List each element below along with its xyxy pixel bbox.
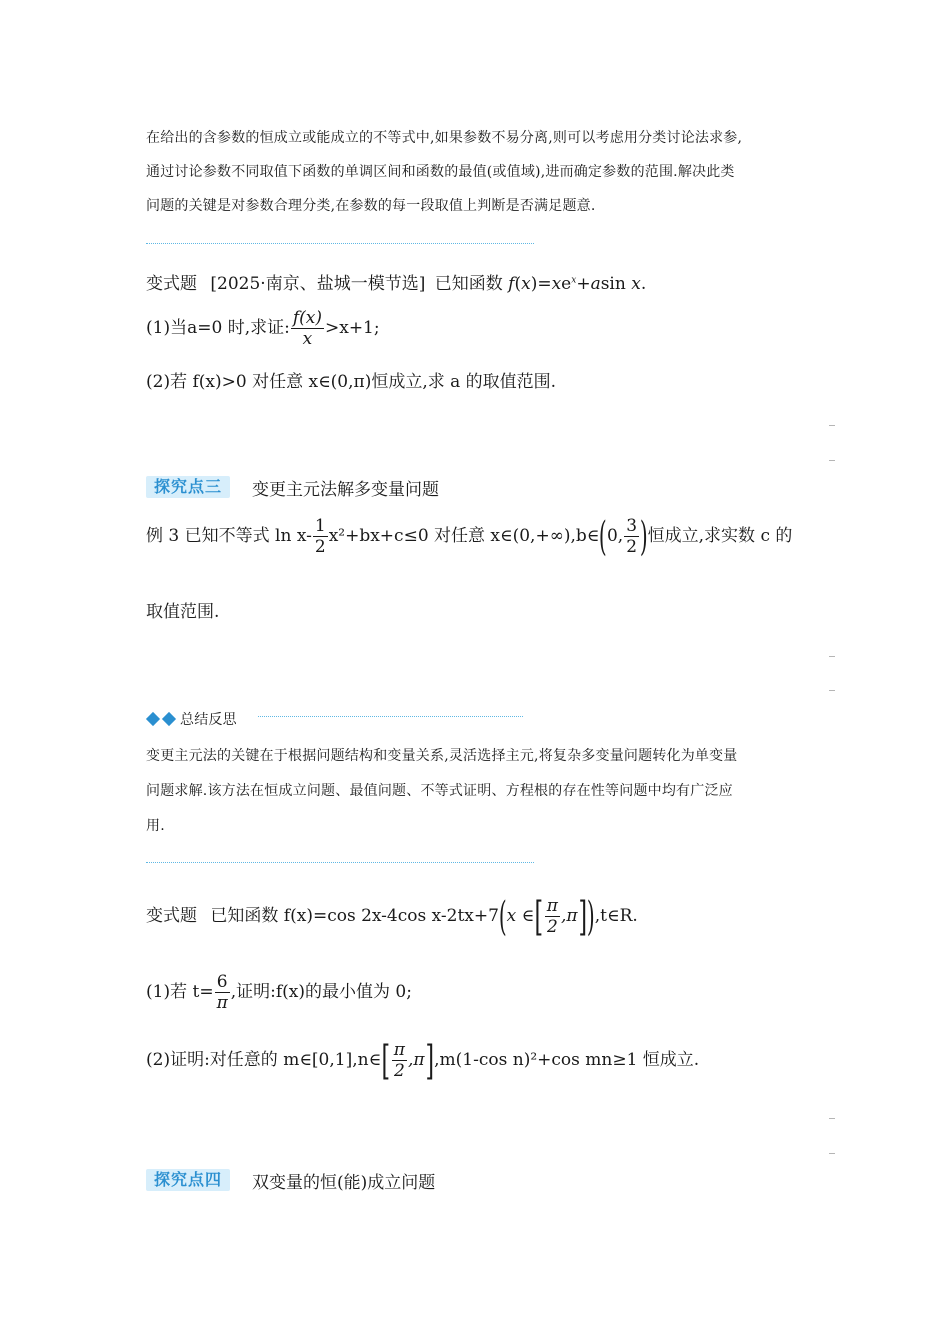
- summary-paragraph: [146, 746, 816, 836]
- variant1-question-1: [146, 308, 380, 349]
- fraction-one-half: $\frac{1}{2}$: [314, 516, 326, 557]
- diamond-icon: [162, 712, 176, 726]
- example3-tail: 恒成立,求实数 c 的: [647, 526, 793, 546]
- example3-mid: x²+bx+c≤0 对任意 x∈(0,+∞),b∈: [328, 526, 600, 546]
- fraction-pi-over-2: $\frac{\pi}{2}$: [546, 896, 558, 937]
- summary-line-2: 问题求解.该方法在恒成立问题、最值问题、不等式证明、方程根的存在性等问题中均有广泛应: [146, 783, 733, 799]
- variant1-question-2: (2)若 f(x)>0 对任意 x∈(0,π)恒成立,求 a 的取值范围.: [146, 372, 557, 392]
- summary-line-3: 用.: [146, 818, 165, 834]
- summary-title: 总结反思: [180, 712, 237, 728]
- margin-mark: [829, 425, 835, 426]
- variant1-stem: [146, 272, 646, 296]
- variant-label: 变式题: [146, 906, 197, 926]
- intro-line-1: 在给出的含参数的恒成立或能成立的不等式中,如果参数不易分离,则可以考虑用分类讨论法求参,: [146, 130, 743, 146]
- fraction-fx-over-x: $\frac{f(x)}{x}$: [292, 308, 322, 349]
- margin-mark: [829, 690, 835, 691]
- margin-mark: [829, 1118, 835, 1119]
- interval-left: 0,: [606, 526, 624, 546]
- intro-line-3: 问题的关键是对参数合理分类,在参数的每一段取值上判断是否满足题意.: [146, 198, 596, 214]
- dotted-divider-3: [146, 862, 534, 863]
- variant2-question-1: [146, 972, 412, 1013]
- diamond-icon: [146, 712, 160, 726]
- intro-line-2: 通过讨论参数不同取值下函数的单调区间和函数的最值(或值域),进而确定参数的范围.解决此类: [146, 164, 735, 180]
- q1-suffix: ,证明:f(x)的最小值为 0;: [230, 982, 412, 1002]
- fraction-six-over-pi: $\frac{6}{\pi}$: [216, 972, 228, 1013]
- margin-mark: [829, 460, 835, 461]
- domain-right: ,π: [560, 906, 578, 926]
- summary-header: [148, 710, 237, 730]
- dotted-divider-2: [258, 716, 523, 717]
- margin-mark: [829, 656, 835, 657]
- intro-paragraph: [146, 128, 816, 216]
- margin-mark: [829, 1153, 835, 1154]
- stem-text: 已知函数: [434, 274, 503, 294]
- example3-line-2: 取值范围.: [146, 602, 220, 622]
- q1-condition: a=0 时,求证:: [187, 318, 290, 338]
- section-badge-4: 探究点四: [146, 1169, 230, 1191]
- variant2-function: 已知函数 f(x)=cos 2x-4cos x-2tx+7: [210, 906, 499, 926]
- q2-suffix: ,m(1-cos n)²+cos mn≥1 恒成立.: [434, 1050, 700, 1070]
- variant2-tail: ,t∈R.: [594, 906, 638, 926]
- variant2-stem: 变式题 已知函数 f(x)=cos 2x-4cos x-2tx+7(x ∈[ $\frac{\pi}{2}$ ,π]),t∈R.: [146, 893, 638, 940]
- q1-prefix: (1)若 t=: [146, 982, 214, 1002]
- variant-label: 变式题: [146, 274, 197, 294]
- interval-right: ,π: [407, 1050, 425, 1070]
- dotted-divider-1: [146, 243, 534, 244]
- summary-line-1: 变更主元法的关键在于根据问题结构和变量关系,灵活选择主元,将复杂多变量问题转化为单变量: [146, 748, 738, 764]
- section-title-4: 双变量的恒(能)成立问题: [252, 1173, 436, 1193]
- section-badge-3: 探究点三: [146, 476, 230, 498]
- function-definition: $f(x)=xe^x+asin$ x.: [508, 274, 647, 294]
- q2-prefix: (2)证明:对任意的 m∈[0,1],n∈: [146, 1050, 382, 1070]
- section-title-3: 变更主元法解多变量问题: [252, 480, 439, 500]
- fraction-three-halves: $\frac{3}{2}$: [626, 516, 638, 557]
- example3-lead: 例 3 已知不等式 ln x-: [146, 526, 312, 546]
- q1-suffix: >x+1;: [324, 318, 380, 338]
- domain-variable: x ∈: [506, 906, 535, 926]
- example3-line-1: 例 3 已知不等式 ln x- $\frac{1}{2}$ x²+bx+c≤0 对任意 x∈(0,+∞),b∈(0, $\frac{3}{2}$ )恒成立,求实数 c 的: [146, 513, 793, 560]
- source-tag: [2025·南京、盐城一模节选]: [210, 274, 426, 294]
- fraction-pi-over-2: $\frac{\pi}{2}$: [393, 1040, 405, 1081]
- q1-prefix: (1)当: [146, 318, 188, 338]
- variant2-question-2: (2)证明:对任意的 m∈[0,1],n∈[ $\frac{\pi}{2}$ ,π],m(1-cos n)²+cos mn≥1 恒成立.: [146, 1037, 700, 1084]
